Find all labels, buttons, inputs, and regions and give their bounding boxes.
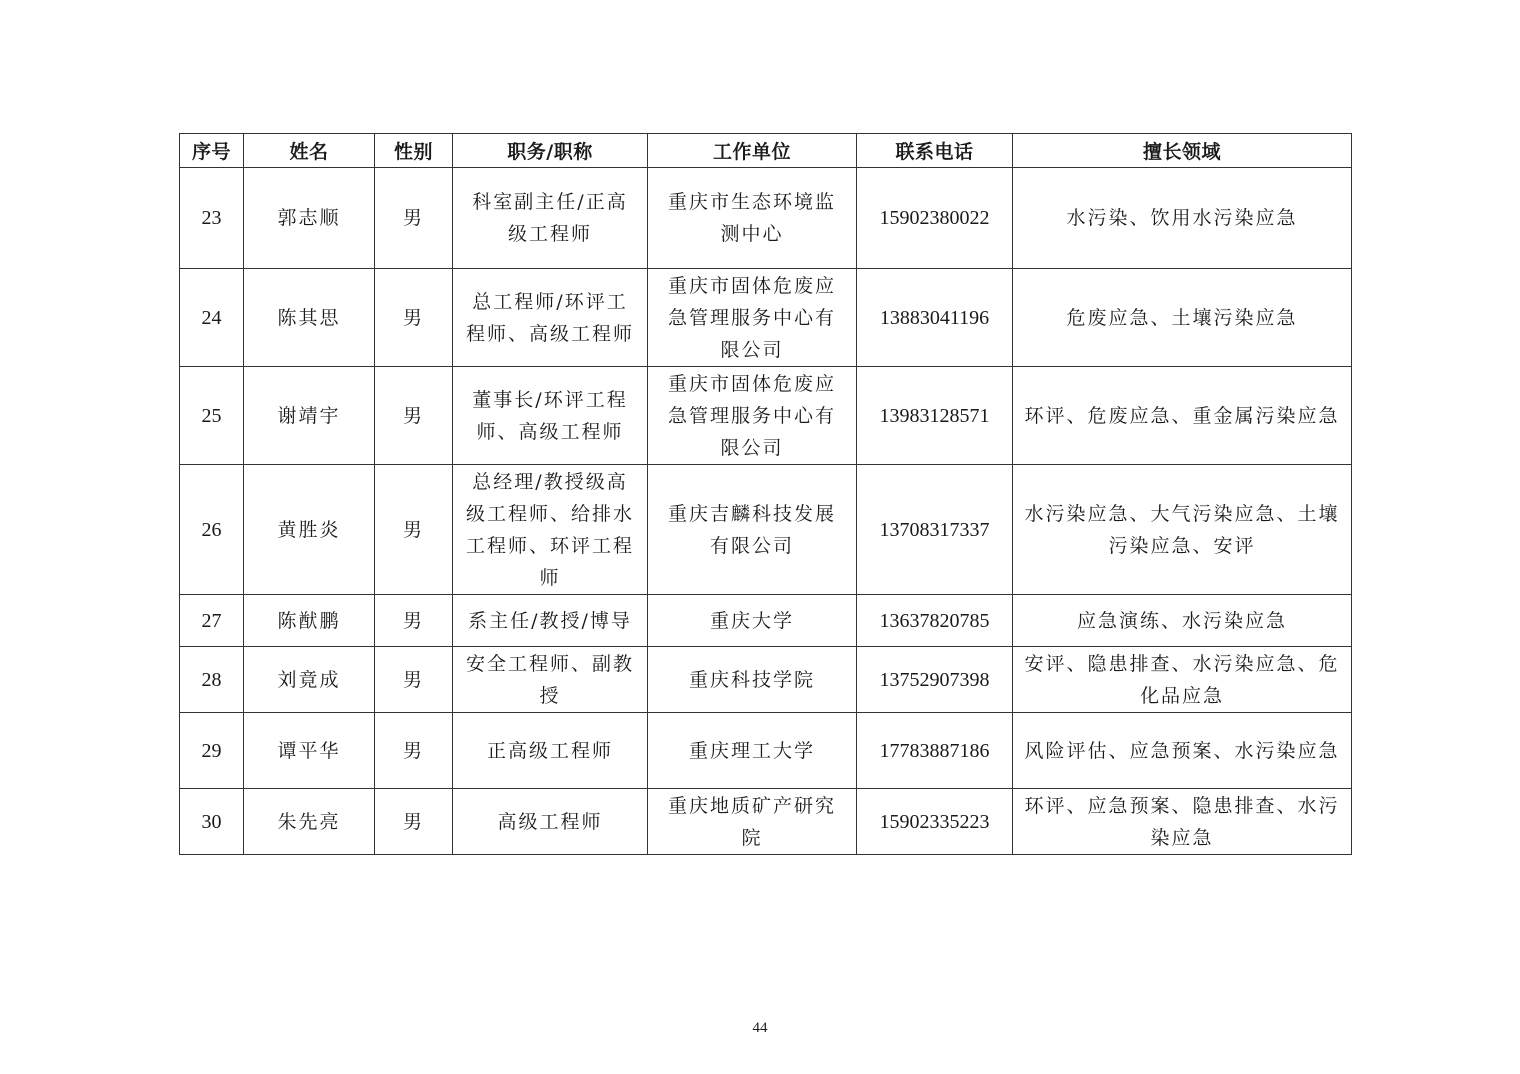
cell-field: 水污染应急、大气污染应急、土壤污染应急、安评 [1013,465,1352,595]
cell-gender: 男 [375,269,453,367]
cell-title: 安全工程师、副教授 [453,647,648,713]
cell-name: 陈猷鹏 [244,595,375,647]
cell-phone: 17783887186 [857,713,1013,789]
cell-no: 28 [180,647,244,713]
cell-title: 总经理/教授级高级工程师、给排水工程师、环评工程师 [453,465,648,595]
cell-phone: 13983128571 [857,367,1013,465]
cell-unit: 重庆科技学院 [648,647,857,713]
cell-name: 郭志顺 [244,168,375,269]
cell-title: 正高级工程师 [453,713,648,789]
cell-unit: 重庆地质矿产研究院 [648,789,857,855]
cell-title: 总工程师/环评工程师、高级工程师 [453,269,648,367]
header-phone: 联系电话 [857,134,1013,168]
cell-phone: 15902335223 [857,789,1013,855]
page-number: 44 [752,1020,768,1036]
cell-gender: 男 [375,367,453,465]
cell-field: 安评、隐患排查、水污染应急、危化品应急 [1013,647,1352,713]
cell-phone: 13637820785 [857,595,1013,647]
table-row [180,647,1352,713]
cell-no: 24 [180,269,244,367]
cell-gender: 男 [375,595,453,647]
table-row [180,367,1352,465]
cell-field: 环评、危废应急、重金属污染应急 [1013,367,1352,465]
cell-field: 应急演练、水污染应急 [1013,595,1352,647]
cell-no: 25 [180,367,244,465]
cell-unit: 重庆吉麟科技发展有限公司 [648,465,857,595]
table-row [180,168,1352,269]
cell-gender: 男 [375,713,453,789]
header-name: 姓名 [244,134,375,168]
cell-phone: 13708317337 [857,465,1013,595]
cell-no: 30 [180,789,244,855]
cell-unit: 重庆理工大学 [648,713,857,789]
cell-unit: 重庆市固体危废应急管理服务中心有限公司 [648,367,857,465]
table-row [180,789,1352,855]
cell-name: 黄胜炎 [244,465,375,595]
cell-phone: 15902380022 [857,168,1013,269]
cell-gender: 男 [375,168,453,269]
cell-field: 风险评估、应急预案、水污染应急 [1013,713,1352,789]
header-field: 擅长领域 [1013,134,1352,168]
cell-title: 系主任/教授/博导 [453,595,648,647]
cell-gender: 男 [375,465,453,595]
header-unit: 工作单位 [648,134,857,168]
cell-name: 刘竟成 [244,647,375,713]
table-row [180,465,1352,595]
cell-unit: 重庆市生态环境监测中心 [648,168,857,269]
cell-title: 科室副主任/正高级工程师 [453,168,648,269]
cell-unit: 重庆市固体危废应急管理服务中心有限公司 [648,269,857,367]
cell-phone: 13752907398 [857,647,1013,713]
cell-no: 23 [180,168,244,269]
cell-name: 谢靖宇 [244,367,375,465]
expert-table [179,133,1352,855]
cell-gender: 男 [375,789,453,855]
table-row [180,713,1352,789]
cell-no: 27 [180,595,244,647]
cell-unit: 重庆大学 [648,595,857,647]
header-gender: 性别 [375,134,453,168]
cell-no: 29 [180,713,244,789]
table-row [180,595,1352,647]
cell-phone: 13883041196 [857,269,1013,367]
table-header-row [180,134,1352,168]
cell-no: 26 [180,465,244,595]
cell-name: 朱先亮 [244,789,375,855]
cell-field: 危废应急、土壤污染应急 [1013,269,1352,367]
cell-gender: 男 [375,647,453,713]
table-row [180,269,1352,367]
cell-field: 水污染、饮用水污染应急 [1013,168,1352,269]
cell-title: 高级工程师 [453,789,648,855]
header-title: 职务/职称 [453,134,648,168]
cell-title: 董事长/环评工程师、高级工程师 [453,367,648,465]
header-no: 序号 [180,134,244,168]
cell-field: 环评、应急预案、隐患排查、水污染应急 [1013,789,1352,855]
cell-name: 陈其思 [244,269,375,367]
cell-name: 谭平华 [244,713,375,789]
